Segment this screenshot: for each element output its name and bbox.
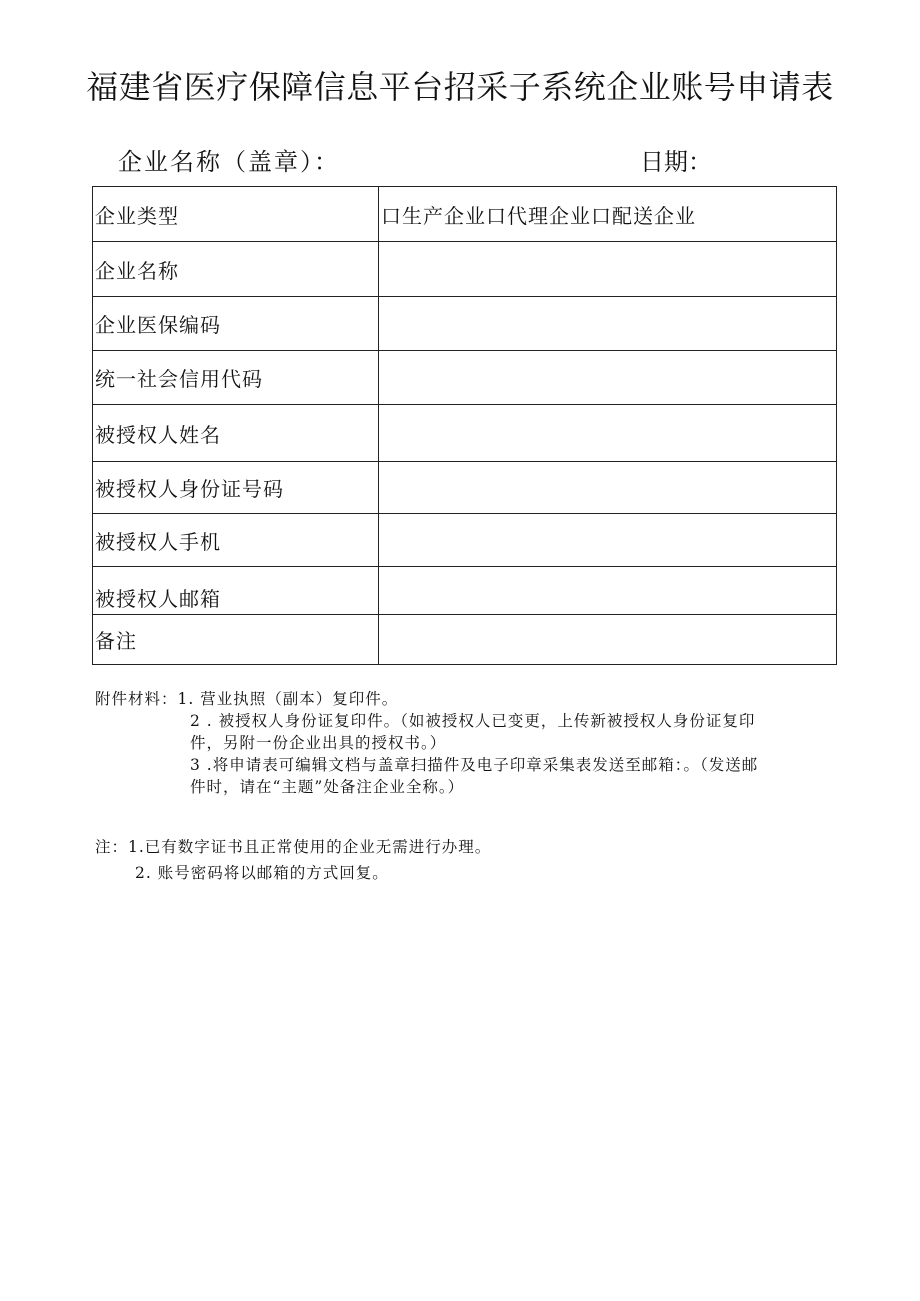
authorized-id-label: 被授权人身份证号码 [93,462,379,514]
row-remarks [93,615,837,665]
authorized-email-field[interactable] [379,567,837,615]
company-name-label: 企业名称 [93,242,379,297]
note-1: 注：1.已有数字证书且正常使用的企业无需进行办理。 [95,838,492,856]
attachment-item-2-line-1: 2 . 被授权人身份证复印件。（如被授权人已变更，上传新被授权人身份证复印 [190,712,756,730]
application-form-table [92,186,837,665]
credit-code-field[interactable] [379,351,837,405]
attachment-item-2-line-2: 件，另附一份企业出具的授权书。） [190,734,447,752]
authorized-phone-label: 被授权人手机 [93,514,379,567]
company-name-field[interactable] [379,242,837,297]
attachment-item-3-line-1: 3 .将申请表可编辑文档与盖章扫描件及电子印章采集表发送至邮箱：。（发送邮 [190,756,759,774]
row-company-name [93,242,837,297]
row-authorized-email [93,567,837,615]
date-label: 日期： [640,148,712,176]
company-name-seal-label: 企业名称（盖章）： [118,148,340,176]
row-company-type [93,187,837,242]
authorized-name-field[interactable] [379,405,837,462]
form-title: 福建省医疗保障信息平台招采子系统企业账号申请表 [86,68,834,106]
notes-section [95,834,491,886]
row-credit-code [93,351,837,405]
company-type-options[interactable]: 口生产企业口代理企业口配送企业 [379,187,837,242]
medical-insurance-code-field[interactable] [379,297,837,351]
authorized-phone-field[interactable] [379,514,837,567]
attachment-item-1: 附件材料：1. 营业执照（副本）复印件。 [95,690,399,708]
row-authorized-name [93,405,837,462]
row-authorized-phone [93,514,837,567]
remarks-field[interactable] [379,615,837,665]
attachment-item-3-line-2: 件时，请在“主题”处备注企业全称。） [190,778,465,796]
attachments-section [95,688,855,798]
company-type-label: 企业类型 [93,187,379,242]
medical-insurance-code-label: 企业医保编码 [93,297,379,351]
authorized-name-label: 被授权人姓名 [93,405,379,462]
authorized-email-label: 被授权人邮箱 [93,567,379,615]
remarks-label: 备注 [93,615,379,665]
row-authorized-id [93,462,837,514]
row-medical-insurance-code [93,297,837,351]
credit-code-label: 统一社会信用代码 [93,351,379,405]
note-2: 2. 账号密码将以邮箱的方式回复。 [135,864,389,882]
authorized-id-field[interactable] [379,462,837,514]
